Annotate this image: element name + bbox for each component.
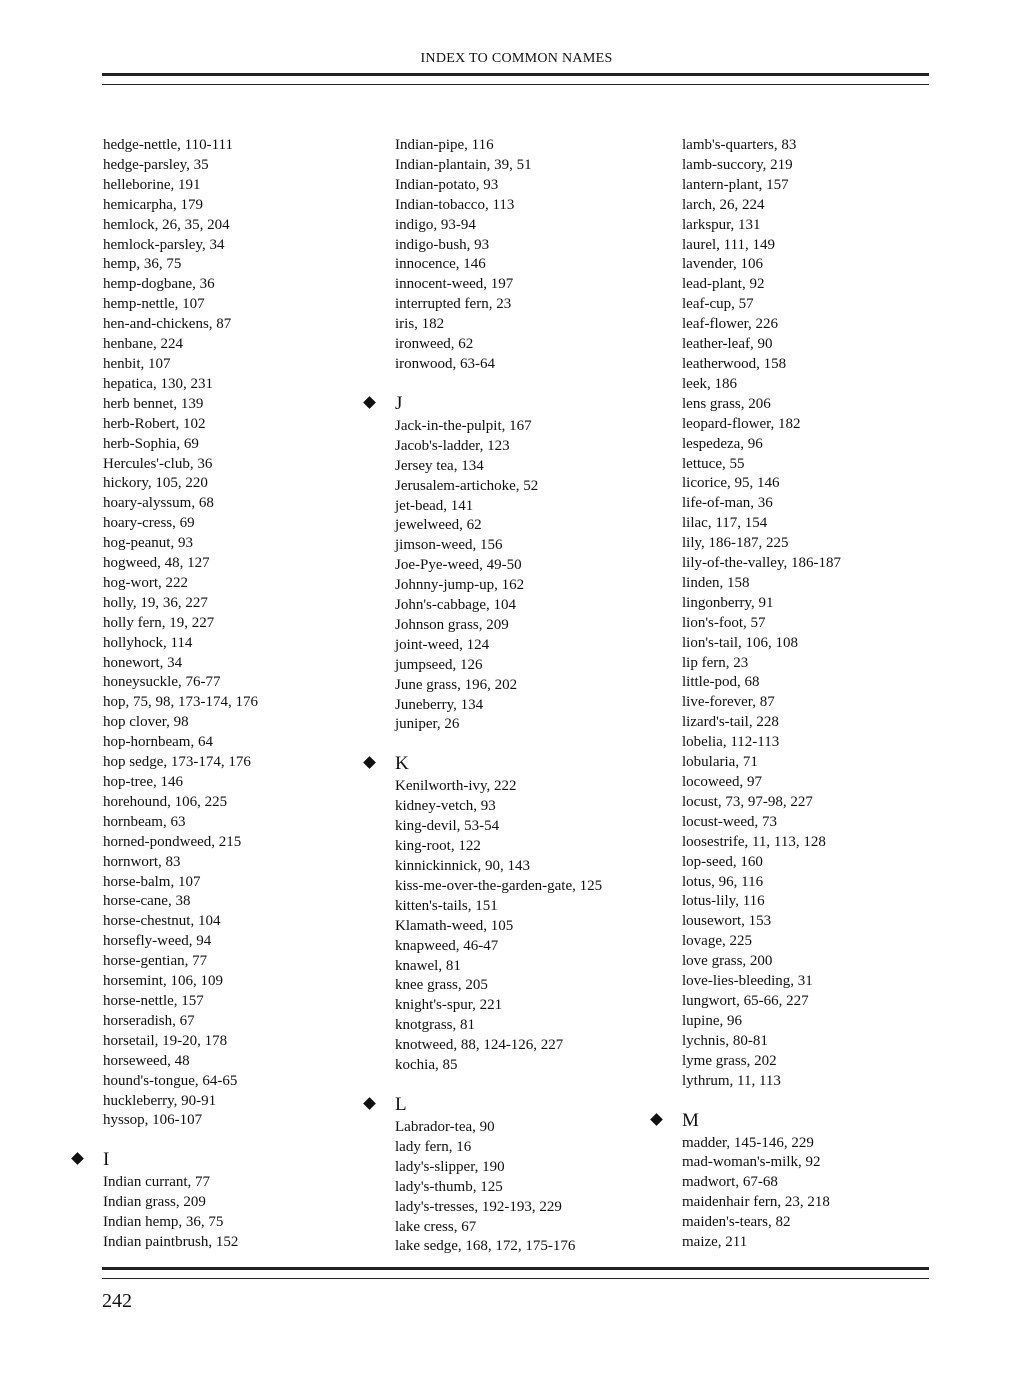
index-entry: lotus, 96, 116 bbox=[682, 873, 764, 890]
section-letter-heading bbox=[682, 1110, 841, 1132]
index-entry: lungwort, 65-66, 227 bbox=[682, 992, 809, 1009]
index-entry: leather-leaf, 90 bbox=[682, 336, 773, 353]
index-entry: hickory, 105, 220 bbox=[103, 475, 208, 492]
index-entry: lilac, 117, 154 bbox=[682, 515, 768, 532]
index-column-3 bbox=[682, 136, 841, 1253]
index-entry: juniper, 26 bbox=[395, 716, 460, 733]
index-section bbox=[103, 1149, 258, 1253]
index-entry: horsetail, 19-20, 178 bbox=[103, 1032, 228, 1049]
index-entry: kinnickinnick, 90, 143 bbox=[395, 858, 530, 874]
index-entry: honeysuckle, 76-77 bbox=[103, 674, 221, 691]
index-entry: Juneberry, 134 bbox=[395, 696, 484, 713]
index-section bbox=[682, 136, 841, 1092]
index-entry: hemicarpha, 179 bbox=[103, 196, 203, 213]
index-entry: lobelia, 112-113 bbox=[682, 734, 780, 751]
index-entry: hemlock, 26, 35, 204 bbox=[103, 216, 230, 233]
index-entry: Indian paintbrush, 152 bbox=[103, 1234, 239, 1251]
index-entry: hog-peanut, 93 bbox=[103, 535, 193, 552]
section-letter: M bbox=[682, 1109, 699, 1131]
index-entry: hemp-dogbane, 36 bbox=[103, 276, 215, 293]
index-entry: Indian-pipe, 116 bbox=[395, 137, 494, 153]
diamond-bullet-icon bbox=[363, 396, 376, 409]
header-rule bbox=[102, 73, 929, 85]
index-entry: lotus-lily, 116 bbox=[682, 893, 765, 910]
index-entry: hound's-tongue, 64-65 bbox=[103, 1072, 238, 1089]
index-entry: lion's-tail, 106, 108 bbox=[682, 634, 799, 651]
index-entry: horseweed, 48 bbox=[103, 1052, 190, 1069]
index-section bbox=[395, 753, 602, 1076]
index-entry: huckleberry, 90-91 bbox=[103, 1092, 217, 1109]
index-entry: hop clover, 98 bbox=[103, 714, 189, 731]
section-letter-heading bbox=[395, 753, 602, 775]
section-letter: L bbox=[395, 1093, 407, 1115]
index-entry: herb-Sophia, 69 bbox=[103, 435, 199, 452]
footer-rule bbox=[102, 1267, 929, 1279]
index-section bbox=[395, 393, 602, 736]
index-entry: hoary-cress, 69 bbox=[103, 515, 195, 532]
index-entry: larkspur, 131 bbox=[682, 216, 761, 233]
index-entry: lake cress, 67 bbox=[395, 1218, 477, 1235]
index-entry: Indian-tobacco, 113 bbox=[395, 196, 515, 213]
index-entry: lupine, 96 bbox=[682, 1012, 742, 1029]
index-entry: larch, 26, 224 bbox=[682, 196, 765, 213]
index-entry: lamb-succory, 219 bbox=[682, 156, 793, 173]
index-entry: lantern-plant, 157 bbox=[682, 176, 789, 193]
index-entry: hollyhock, 114 bbox=[103, 634, 193, 651]
index-entry: madder, 145-146, 229 bbox=[682, 1134, 814, 1151]
index-entry: lily, 186-187, 225 bbox=[682, 535, 789, 552]
index-entry: jewelweed, 62 bbox=[395, 517, 482, 534]
index-entry: ironweed, 62 bbox=[395, 336, 474, 353]
index-entry: madwort, 67-68 bbox=[682, 1174, 778, 1191]
index-entry: Hercules'-club, 36 bbox=[103, 455, 213, 472]
index-entry: holly fern, 19, 227 bbox=[103, 614, 215, 631]
index-entry: lip fern, 23 bbox=[682, 654, 749, 671]
section-letter: K bbox=[395, 753, 409, 775]
index-entry: love-lies-bleeding, 31 bbox=[682, 973, 813, 990]
index-entry: linden, 158 bbox=[682, 574, 750, 591]
section-letter-heading bbox=[395, 1094, 602, 1116]
index-entry: henbane, 224 bbox=[103, 336, 183, 353]
index-entry: henbit, 107 bbox=[103, 355, 171, 372]
diamond-bullet-icon bbox=[650, 1113, 663, 1126]
index-entry: horse-chestnut, 104 bbox=[103, 913, 221, 930]
index-entry: Indian currant, 77 bbox=[103, 1174, 211, 1191]
index-entry: lettuce, 55 bbox=[682, 455, 745, 472]
index-entry: horse-balm, 107 bbox=[103, 873, 201, 890]
index-entry: locoweed, 97 bbox=[682, 774, 762, 790]
index-entry: knotweed, 88, 124-126, 227 bbox=[395, 1037, 564, 1054]
index-entry: licorice, 95, 146 bbox=[682, 475, 780, 492]
index-entry: kiss-me-over-the-garden-gate, 125 bbox=[395, 877, 603, 894]
index-entry: Jack-in-the-pulpit, 167 bbox=[395, 417, 532, 434]
index-entry: knotgrass, 81 bbox=[395, 1017, 475, 1034]
index-entry: lovage, 225 bbox=[682, 933, 752, 950]
index-entry: hen-and-chickens, 87 bbox=[103, 316, 232, 333]
index-entry: hepatica, 130, 231 bbox=[103, 375, 213, 392]
diamond-bullet-icon bbox=[363, 757, 376, 770]
index-entry: lady's-slipper, 190 bbox=[395, 1158, 505, 1175]
index-entry: Joe-Pye-weed, 49-50 bbox=[395, 557, 522, 574]
index-entry: helleborine, 191 bbox=[103, 176, 201, 193]
index-entry: hop-hornbeam, 64 bbox=[103, 734, 213, 751]
section-letter-heading bbox=[103, 1149, 258, 1171]
index-entry: joint-weed, 124 bbox=[395, 636, 490, 653]
index-entry: kidney-vetch, 93 bbox=[395, 798, 496, 815]
index-entry: lychnis, 80-81 bbox=[682, 1032, 768, 1049]
index-entry: innocence, 146 bbox=[395, 256, 486, 273]
index-entry: leopard-flower, 182 bbox=[682, 415, 801, 432]
index-entry: lop-seed, 160 bbox=[682, 853, 763, 870]
index-entry: Johnny-jump-up, 162 bbox=[395, 577, 525, 594]
index-entry: horseradish, 67 bbox=[103, 1012, 195, 1029]
index-section bbox=[682, 1110, 841, 1253]
index-entry: hop, 75, 98, 173-174, 176 bbox=[103, 694, 258, 711]
index-entry: jumpseed, 126 bbox=[395, 656, 483, 673]
index-entry: Jacob's-ladder, 123 bbox=[395, 437, 510, 454]
index-entry: king-devil, 53-54 bbox=[395, 818, 500, 835]
index-entry: innocent-weed, 197 bbox=[395, 276, 514, 293]
index-entry: lobularia, 71 bbox=[682, 754, 758, 771]
index-entry: knapweed, 46-47 bbox=[395, 937, 499, 954]
index-entry: mad-woman's-milk, 92 bbox=[682, 1154, 821, 1171]
index-entry: leaf-cup, 57 bbox=[682, 296, 754, 313]
index-entry: hogweed, 48, 127 bbox=[103, 555, 210, 572]
index-entry: interrupted fern, 23 bbox=[395, 296, 512, 313]
index-entry: honewort, 34 bbox=[103, 654, 183, 671]
index-entry: lead-plant, 92 bbox=[682, 276, 765, 293]
index-entry: lingonberry, 91 bbox=[682, 594, 774, 611]
index-entry: horse-nettle, 157 bbox=[103, 992, 204, 1009]
index-entry: hemlock-parsley, 34 bbox=[103, 236, 225, 253]
index-entry: Klamath-weed, 105 bbox=[395, 917, 514, 934]
index-entry: holly, 19, 36, 227 bbox=[103, 594, 208, 611]
index-entry: John's-cabbage, 104 bbox=[395, 597, 517, 614]
index-entry: kochia, 85 bbox=[395, 1057, 458, 1074]
index-entry: loosestrife, 11, 113, 128 bbox=[682, 833, 826, 850]
index-entry: hedge-parsley, 35 bbox=[103, 156, 209, 173]
index-entry: lousewort, 153 bbox=[682, 913, 772, 930]
index-entry: knight's-spur, 221 bbox=[395, 997, 503, 1014]
index-entry: lion's-foot, 57 bbox=[682, 614, 766, 631]
index-entry: June grass, 196, 202 bbox=[395, 676, 518, 693]
diamond-bullet-icon bbox=[71, 1152, 84, 1165]
index-entry: hemp, 36, 75 bbox=[103, 256, 182, 273]
index-entry: hog-wort, 222 bbox=[103, 574, 188, 591]
index-column-2 bbox=[395, 136, 602, 1257]
index-entry: maiden's-tears, 82 bbox=[682, 1214, 791, 1231]
index-entry: maidenhair fern, 23, 218 bbox=[682, 1194, 830, 1211]
index-entry: lyme grass, 202 bbox=[682, 1052, 777, 1069]
index-entry: jimson-weed, 156 bbox=[395, 537, 503, 554]
index-entry: ironwood, 63-64 bbox=[395, 355, 495, 372]
index-entry: Jerusalem-artichoke, 52 bbox=[395, 477, 539, 494]
index-entry: lady's-thumb, 125 bbox=[395, 1178, 503, 1195]
index-entry: jet-bead, 141 bbox=[395, 497, 474, 514]
page-number: 242 bbox=[102, 1290, 132, 1312]
index-entry: lady's-tresses, 192-193, 229 bbox=[395, 1198, 562, 1215]
index-entry: hop-tree, 146 bbox=[103, 774, 183, 790]
index-entry: horse-cane, 38 bbox=[103, 893, 191, 910]
index-entry: herb-Robert, 102 bbox=[103, 415, 206, 432]
index-entry: lespedeza, 96 bbox=[682, 435, 763, 452]
index-entry: locust-weed, 73 bbox=[682, 813, 777, 830]
index-entry: maize, 211 bbox=[682, 1234, 748, 1251]
index-entry: knawel, 81 bbox=[395, 957, 461, 974]
index-entry: indigo-bush, 93 bbox=[395, 236, 490, 253]
section-letter-heading bbox=[395, 393, 602, 415]
index-entry: iris, 182 bbox=[395, 316, 445, 333]
index-section bbox=[103, 136, 258, 1131]
index-entry: lavender, 106 bbox=[682, 256, 764, 273]
index-entry: indigo, 93-94 bbox=[395, 216, 476, 233]
index-entry: life-of-man, 36 bbox=[682, 495, 773, 512]
index-entry: Johnson grass, 209 bbox=[395, 616, 509, 633]
index-section bbox=[395, 1094, 602, 1257]
index-entry: kitten's-tails, 151 bbox=[395, 897, 498, 914]
index-section bbox=[395, 136, 602, 375]
index-entry: lamb's-quarters, 83 bbox=[682, 137, 797, 153]
index-entry: hop sedge, 173-174, 176 bbox=[103, 754, 251, 771]
index-entry: hornbeam, 63 bbox=[103, 813, 186, 830]
index-entry: leaf-flower, 226 bbox=[682, 316, 779, 333]
index-entry: Kenilworth-ivy, 222 bbox=[395, 778, 517, 795]
index-entry: hemp-nettle, 107 bbox=[103, 296, 205, 313]
index-entry: love grass, 200 bbox=[682, 953, 773, 970]
index-entry: horehound, 106, 225 bbox=[103, 793, 228, 810]
index-entry: leek, 186 bbox=[682, 375, 737, 392]
index-entry: Indian-plantain, 39, 51 bbox=[395, 156, 532, 173]
index-entry: knee grass, 205 bbox=[395, 977, 488, 994]
index-entry: horsemint, 106, 109 bbox=[103, 973, 223, 990]
index-entry: lythrum, 11, 113 bbox=[682, 1072, 781, 1089]
index-entry: hoary-alyssum, 68 bbox=[103, 495, 214, 512]
index-entry: lady fern, 16 bbox=[395, 1138, 472, 1155]
index-entry: leatherwood, 158 bbox=[682, 355, 787, 372]
index-entry: locust, 73, 97-98, 227 bbox=[682, 793, 813, 810]
section-letter: J bbox=[395, 392, 403, 414]
index-entry: lake sedge, 168, 172, 175-176 bbox=[395, 1238, 576, 1255]
index-entry: live-forever, 87 bbox=[682, 694, 775, 711]
section-letter: I bbox=[103, 1149, 110, 1171]
index-entry: horse-gentian, 77 bbox=[103, 953, 208, 970]
index-entry: little-pod, 68 bbox=[682, 674, 760, 691]
index-entry: Indian-potato, 93 bbox=[395, 176, 499, 193]
index-entry: hornwort, 83 bbox=[103, 853, 181, 870]
index-entry: laurel, 111, 149 bbox=[682, 236, 776, 253]
index-entry: Indian grass, 209 bbox=[103, 1194, 206, 1211]
index-entry: Indian hemp, 36, 75 bbox=[103, 1214, 224, 1231]
index-entry: king-root, 122 bbox=[395, 838, 481, 855]
index-entry: herb bennet, 139 bbox=[103, 395, 204, 412]
index-entry: Labrador-tea, 90 bbox=[395, 1118, 495, 1135]
index-column-1 bbox=[103, 136, 258, 1253]
index-entry: hedge-nettle, 110-111 bbox=[103, 137, 233, 153]
index-entry: Jersey tea, 134 bbox=[395, 457, 484, 474]
index-entry: horned-pondweed, 215 bbox=[103, 833, 242, 850]
index-entry: lens grass, 206 bbox=[682, 395, 771, 412]
index-entry: horsefly-weed, 94 bbox=[103, 933, 212, 950]
index-entry: hyssop, 106-107 bbox=[103, 1112, 203, 1129]
diamond-bullet-icon bbox=[363, 1097, 376, 1110]
index-entry: lily-of-the-valley, 186-187 bbox=[682, 555, 841, 572]
running-head: INDEX TO COMMON NAMES bbox=[420, 51, 613, 66]
index-entry: lizard's-tail, 228 bbox=[682, 714, 779, 731]
